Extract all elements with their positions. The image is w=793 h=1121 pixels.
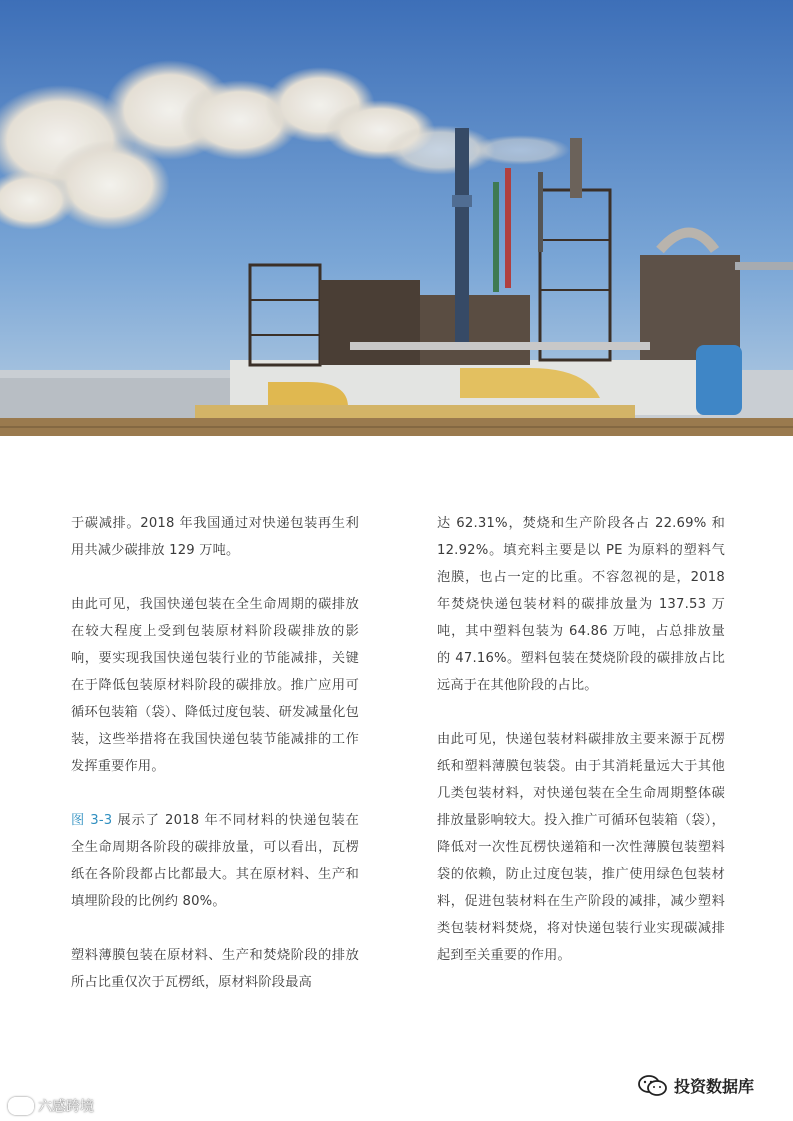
right-paragraph-1: 达 62.31%，焚烧和生产阶段各占 22.69% 和 12.92%。填充料主要是以 PE 为原料的塑料气泡膜，也占一定的比重。不容忽视的是，2018 年焚烧快递包装材料的碳排放量为 137.53 万吨，其中塑料包装为 64.86 万吨，占总排放量的 47.16%。塑料包装在焚烧阶段的碳排放占比远高于在其他阶段的占比。 — [437, 516, 725, 693]
left-paragraph-3 — [71, 807, 359, 915]
industrial-plant-illustration — [0, 0, 793, 436]
left-text-column — [71, 510, 359, 1023]
wechat-icon — [638, 1075, 668, 1097]
watermark-right — [638, 1074, 754, 1097]
left-paragraph-4: 塑料薄膜包装在原材料、生产和焚烧阶段的排放所占比重仅次于瓦楞纸，原材料阶段最高 — [71, 948, 359, 990]
left-paragraph-2: 由此可见，我国快递包装在全生命周期的碳排放在较大程度上受到包装原材料阶段碳排放的影响，要实现我国快递包装行业的节能减排，关键在于降低包装原材料阶段的碳排放。推广应用可循环包装箱（袋）、降低过度包装、研发减量化包装，这些举措将在我国快递包装节能减排的工作发挥重要作用。 — [71, 597, 359, 774]
left-paragraph-1: 于碳减排。2018 年我国通过对快递包装再生利用共减少碳排放 129 万吨。 — [71, 516, 359, 558]
brand-logo-icon — [8, 1097, 34, 1115]
watermark-left-text: 六感跨境 — [38, 1099, 94, 1115]
watermark-left — [8, 1096, 94, 1116]
right-text-column — [437, 510, 725, 996]
watermark-right-text: 投资数据库 — [674, 1077, 755, 1096]
figure-reference-link[interactable]: 图 3-3 — [71, 813, 113, 828]
hero-image — [0, 0, 793, 436]
right-paragraph-2: 由此可见，快递包装材料碳排放主要来源于瓦楞纸和塑料薄膜包装袋。由于其消耗量远大于其他几类包装材料，对快递包装在全生命周期整体碳排放量影响较大。投入推广可循环包装箱（袋），降低对一次性瓦楞快递箱和一次性薄膜包装塑料袋的依赖，防止过度包装，推广使用绿色包装材料，促进包装材料在生产阶段的减排，减少塑料类包装材料焚烧，将对快递包装行业实现碳减排起到至关重要的作用。 — [437, 732, 725, 963]
left-paragraph-3-text: 展示了 2018 年不同材料的快递包装在全生命周期各阶段的碳排放量，可以看出，瓦楞纸在各阶段都占比都最大。其在原材料、生产和填埋阶段的比例约 80%。 — [71, 813, 360, 909]
